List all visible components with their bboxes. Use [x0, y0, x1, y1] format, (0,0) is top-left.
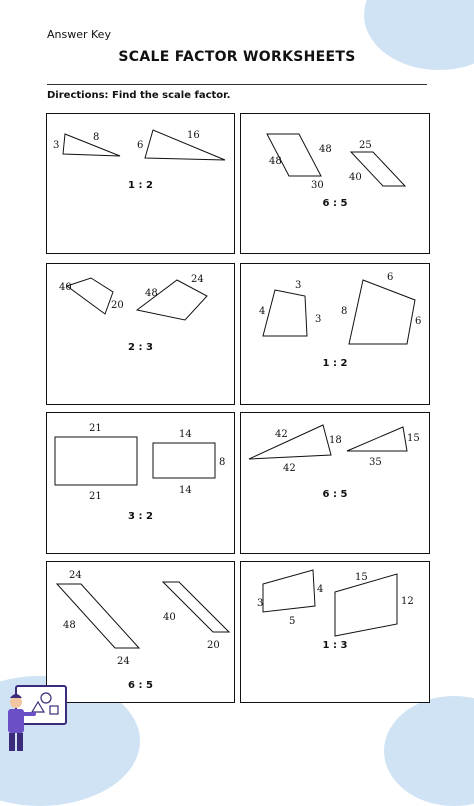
scale-factor-answer: 2 : 3: [128, 342, 153, 353]
side-label: 8: [93, 132, 100, 143]
problem-box-7: [46, 561, 235, 703]
side-label: 48: [269, 156, 282, 167]
large-parallelogram: [57, 584, 139, 648]
scale-factor-answer: 6 : 5: [322, 489, 348, 500]
side-label: 24: [191, 274, 204, 285]
side-label: 16: [187, 130, 200, 141]
side-label: 14: [179, 429, 192, 440]
side-label: 4: [259, 306, 266, 317]
side-label: 8: [341, 306, 348, 317]
side-label: 12: [401, 596, 414, 607]
small-quadrilateral: [263, 290, 307, 336]
scale-factor-answer: 1 : 2: [128, 180, 153, 191]
side-label: 14: [179, 485, 192, 496]
directions-text: Directions: Find the scale factor.: [47, 90, 231, 101]
side-label: 3: [257, 598, 264, 609]
scale-factor-answer: 6 : 5: [128, 680, 153, 691]
side-label: 21: [89, 423, 102, 434]
side-label: 48: [145, 288, 158, 299]
side-label: 42: [283, 463, 296, 474]
scale-factor-answer: 1 : 2: [322, 358, 348, 369]
side-label: 48: [319, 144, 332, 155]
small-quadrilateral: [67, 278, 113, 314]
side-label: 25: [359, 140, 372, 151]
side-label: 20: [207, 640, 220, 651]
large-quadrilateral: [349, 280, 415, 344]
brand-name: WORKSHEETSGO: [190, 723, 301, 736]
side-label: 6: [137, 140, 144, 151]
problem-box-5: [46, 412, 235, 554]
small-rectangle: [153, 443, 215, 478]
side-label: 40: [349, 172, 362, 183]
problem-box-1: [46, 113, 235, 254]
side-label: 40: [163, 612, 176, 623]
side-label: 30: [311, 180, 324, 191]
large-quadrilateral: [137, 280, 207, 320]
side-label: 20: [111, 300, 124, 311]
large-quadrilateral: [335, 574, 397, 636]
side-label: 42: [275, 429, 288, 440]
side-label: 6: [415, 316, 422, 327]
problem-box-8: [240, 561, 430, 703]
small-triangle: [63, 134, 120, 156]
large-triangle: [249, 425, 331, 459]
problem-6-figures: [241, 413, 431, 555]
side-label: 21: [89, 491, 102, 502]
brand-footer: [170, 723, 300, 736]
answer-key-label: Answer Key: [47, 28, 111, 41]
decorative-blob-bottom-right: [384, 696, 474, 806]
problem-4-figures: [241, 264, 431, 406]
scale-factor-answer: 1 : 3: [322, 640, 348, 651]
problem-box-6: [240, 412, 430, 554]
large-rectangle: [55, 437, 137, 485]
large-triangle: [145, 130, 225, 160]
page-title: SCALE FACTOR WORKSHEETS: [118, 49, 356, 65]
side-label: 24: [69, 570, 82, 581]
problem-8-figures: [241, 562, 431, 704]
side-label: 35: [369, 457, 382, 468]
teacher-at-board-illustration: [2, 682, 72, 754]
side-label: 5: [289, 616, 296, 627]
large-parallelogram: [267, 134, 321, 176]
side-label: 24: [117, 656, 130, 667]
side-label: 40: [59, 282, 72, 293]
side-label: 15: [355, 572, 368, 583]
problem-box-4: [240, 263, 430, 405]
scale-factor-answer: 3 : 2: [128, 511, 153, 522]
scale-factor-answer: 6 : 5: [322, 198, 348, 209]
side-label: 48: [63, 620, 76, 631]
problem-box-2: [240, 113, 430, 254]
small-quadrilateral: [263, 570, 315, 612]
worksheetsgo-logo-icon: [170, 724, 186, 736]
side-label: 3: [53, 140, 60, 151]
problem-2-figures: [241, 114, 431, 255]
side-label: 8: [219, 457, 226, 468]
problem-3-figures: [47, 264, 236, 406]
side-label: 4: [317, 584, 324, 595]
side-label: 3: [295, 280, 302, 291]
problem-5-figures: [47, 413, 236, 555]
small-parallelogram: [163, 582, 229, 632]
title-divider: [47, 84, 427, 85]
side-label: 15: [407, 433, 420, 444]
side-label: 3: [315, 314, 322, 325]
small-triangle: [347, 427, 407, 451]
side-label: 6: [387, 272, 394, 283]
problem-box-3: [46, 263, 235, 405]
side-label: 18: [329, 435, 342, 446]
